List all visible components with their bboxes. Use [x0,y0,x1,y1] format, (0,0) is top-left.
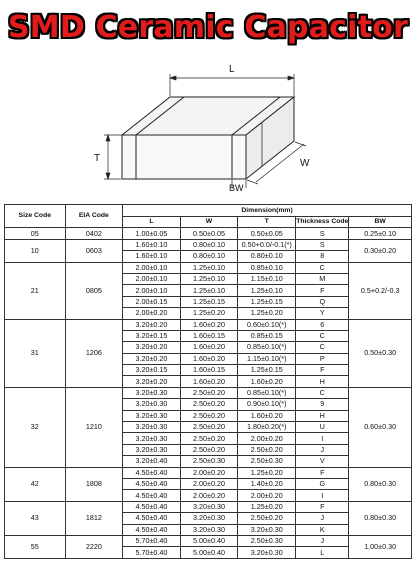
width-cell: 2.50±0.20 [180,399,238,410]
table-row [5,387,412,398]
thickness-cell: 3.20±0.30 [238,547,296,558]
thickness-cell: 0.85±0.15 [238,330,296,341]
width-cell: 2.50±0.20 [180,444,238,455]
table-body [5,228,412,558]
width-cell: 1.60±0.15 [180,330,238,341]
length-cell: 3.20±0.15 [123,330,181,341]
length-cell: 4.50±0.40 [123,467,181,478]
capacitor-front-face [122,135,246,179]
width-cell: 2.50±0.20 [180,410,238,421]
header-eia-code: EIA Code [65,205,123,228]
width-cell: 2.00±0.20 [180,467,238,478]
thickness-code-cell: C [296,262,349,273]
table-row [5,467,412,478]
width-cell: 1.25±0.20 [180,308,238,319]
thickness-cell: 1.40±0.20 [238,478,296,489]
width-cell: 1.60±0.15 [180,365,238,376]
thickness-cell: 0.50±0.05 [238,228,296,239]
size-code-cell: 31 [5,319,66,387]
thickness-code-cell: K [296,524,349,535]
width-cell: 2.50±0.30 [180,456,238,467]
capacitor-dimension-diagram [0,56,416,192]
eia-code-cell: 0402 [65,228,123,239]
thickness-cell: 0.90±0.10(*) [238,399,296,410]
label-L: L [229,64,235,75]
width-cell: 3.20±0.30 [180,513,238,524]
size-code-cell: 42 [5,467,66,501]
width-cell: 0.80±0.10 [180,239,238,250]
thickness-code-cell: H [296,410,349,421]
thickness-code-cell: I [296,433,349,444]
thickness-code-cell: S [296,228,349,239]
bw-cell: 0.25±0.10 [349,228,412,239]
thickness-code-cell: F [296,467,349,478]
thickness-cell: 1.25±0.20 [238,501,296,512]
length-cell: 1.00±0.05 [123,228,181,239]
length-cell: 2.00±0.10 [123,285,181,296]
header-size-code: Size Code [5,205,66,228]
header-L: L [123,217,181,228]
thickness-cell: 2.00±0.20 [238,490,296,501]
length-cell: 4.50±0.40 [123,490,181,501]
thickness-code-cell: L [296,547,349,558]
width-cell: 5.00±0.40 [180,547,238,558]
label-BW: BW [229,183,244,192]
thickness-cell: 0.50+0.0/-0.1(*) [238,239,296,250]
length-cell: 3.20±0.20 [123,342,181,353]
length-cell: 2.00±0.10 [123,273,181,284]
length-cell: 3.20±0.30 [123,399,181,410]
width-cell: 1.60±0.20 [180,353,238,364]
header-thickness-code: Thickness Code [296,217,349,228]
thickness-code-cell: H [296,376,349,387]
header-BW: BW [349,217,412,228]
width-cell: 5.00±0.40 [180,535,238,546]
size-code-cell: 10 [5,239,66,262]
length-cell: 4.50±0.40 [123,513,181,524]
bw-cell: 0.30±0.20 [349,239,412,262]
size-code-cell: 32 [5,387,66,467]
width-cell: 1.25±0.10 [180,273,238,284]
header-dimension: Dimension(mm) [123,205,412,217]
thickness-cell: 3.20±0.30 [238,524,296,535]
thickness-code-cell: F [296,501,349,512]
thickness-cell: 1.25±0.15 [238,365,296,376]
thickness-cell: 0.80±0.10 [238,251,296,262]
thickness-code-cell: 9 [296,399,349,410]
thickness-code-cell: F [296,285,349,296]
length-cell: 1.60±0.10 [123,251,181,262]
eia-code-cell: 1808 [65,467,123,501]
thickness-code-cell: J [296,444,349,455]
length-cell: 2.00±0.10 [123,262,181,273]
thickness-cell: 2.50±0.30 [238,456,296,467]
width-cell: 0.50±0.05 [180,228,238,239]
size-code-cell: 55 [5,535,66,558]
eia-code-cell: 1210 [65,387,123,467]
thickness-code-cell: F [296,365,349,376]
width-cell: 1.60±0.20 [180,342,238,353]
label-T: T [94,153,101,164]
thickness-cell: 1.60±0.20 [238,376,296,387]
bw-cell: 0.5+0.2/-0.3 [349,262,412,319]
eia-code-cell: 0603 [65,239,123,262]
thickness-cell: 1.25±0.10 [238,285,296,296]
thickness-cell: 1.25±0.15 [238,296,296,307]
bw-cell: 0.60±0.30 [349,387,412,467]
length-cell: 3.20±0.20 [123,319,181,330]
eia-code-cell: 1206 [65,319,123,387]
thickness-code-cell: C [296,387,349,398]
length-cell: 4.50±0.40 [123,478,181,489]
width-cell: 2.00±0.20 [180,490,238,501]
length-cell: 5.70±0.40 [123,547,181,558]
size-code-cell: 05 [5,228,66,239]
width-cell: 3.20±0.30 [180,501,238,512]
length-cell: 3.20±0.30 [123,433,181,444]
width-cell: 1.60±0.20 [180,376,238,387]
bw-cell: 0.80±0.30 [349,501,412,535]
table-row [5,262,412,273]
width-cell: 2.50±0.20 [180,387,238,398]
thickness-code-cell: G [296,478,349,489]
size-code-cell: 21 [5,262,66,319]
length-cell: 2.00±0.15 [123,296,181,307]
thickness-code-cell: J [296,513,349,524]
length-cell: 3.20±0.30 [123,422,181,433]
size-code-cell: 43 [5,501,66,535]
bw-cell: 1.00±0.30 [349,535,412,558]
thickness-code-cell: C [296,330,349,341]
thickness-code-cell: U [296,422,349,433]
length-cell: 4.50±0.40 [123,501,181,512]
width-cell: 2.50±0.20 [180,433,238,444]
thickness-code-cell: I [296,490,349,501]
table-row [5,239,412,250]
thickness-cell: 1.60±0.20 [238,410,296,421]
dimension-table [4,204,412,559]
length-cell: 1.60±0.10 [123,239,181,250]
table-row [5,501,412,512]
label-W: W [300,158,310,169]
width-cell: 1.25±0.15 [180,296,238,307]
thickness-code-cell: Q [296,296,349,307]
thickness-cell: 2.50±0.30 [238,535,296,546]
width-cell: 0.80±0.10 [180,251,238,262]
thickness-cell: 1.15±0.10(*) [238,353,296,364]
thickness-code-cell: Y [296,308,349,319]
thickness-code-cell: 8 [296,251,349,262]
eia-code-cell: 2220 [65,535,123,558]
thickness-cell: 2.50±0.20 [238,513,296,524]
width-cell: 3.20±0.30 [180,524,238,535]
thickness-code-cell: P [296,353,349,364]
length-cell: 2.00±0.20 [123,308,181,319]
width-cell: 1.25±0.10 [180,285,238,296]
thickness-code-cell: M [296,273,349,284]
bw-cell: 0.80±0.30 [349,467,412,501]
header-T: T [238,217,296,228]
thickness-code-cell: C [296,342,349,353]
thickness-code-cell: S [296,239,349,250]
thickness-code-cell: V [296,456,349,467]
thickness-cell: 0.60±0.10(*) [238,319,296,330]
length-cell: 3.20±0.30 [123,387,181,398]
thickness-cell: 1.15±0.10 [238,273,296,284]
thickness-cell: 0.85±0.10(*) [238,387,296,398]
table-row [5,319,412,330]
width-cell: 2.00±0.20 [180,478,238,489]
length-cell: 3.20±0.15 [123,365,181,376]
width-cell: 2.50±0.20 [180,422,238,433]
thickness-cell: 2.00±0.20 [238,433,296,444]
length-cell: 3.20±0.40 [123,456,181,467]
header-W: W [180,217,238,228]
thickness-cell: 0.85±0.10 [238,262,296,273]
page-title: SMD Ceramic Capacitor [8,10,408,45]
bw-cell: 0.50±0.30 [349,319,412,387]
table-row [5,228,412,239]
length-cell: 3.20±0.20 [123,376,181,387]
thickness-code-cell: 6 [296,319,349,330]
length-cell: 4.50±0.40 [123,524,181,535]
width-cell: 1.60±0.20 [180,319,238,330]
length-cell: 3.20±0.30 [123,410,181,421]
length-cell: 5.70±0.40 [123,535,181,546]
thickness-cell: 0.85±0.10(*) [238,342,296,353]
thickness-cell: 1.25±0.20 [238,308,296,319]
eia-code-cell: 1812 [65,501,123,535]
length-cell: 3.20±0.20 [123,353,181,364]
table-row [5,535,412,546]
thickness-code-cell: J [296,535,349,546]
thickness-cell: 1.80±0.20(*) [238,422,296,433]
thickness-cell: 1.25±0.20 [238,467,296,478]
width-cell: 1.25±0.10 [180,262,238,273]
length-cell: 3.20±0.30 [123,444,181,455]
thickness-cell: 2.50±0.20 [238,444,296,455]
eia-code-cell: 0805 [65,262,123,319]
